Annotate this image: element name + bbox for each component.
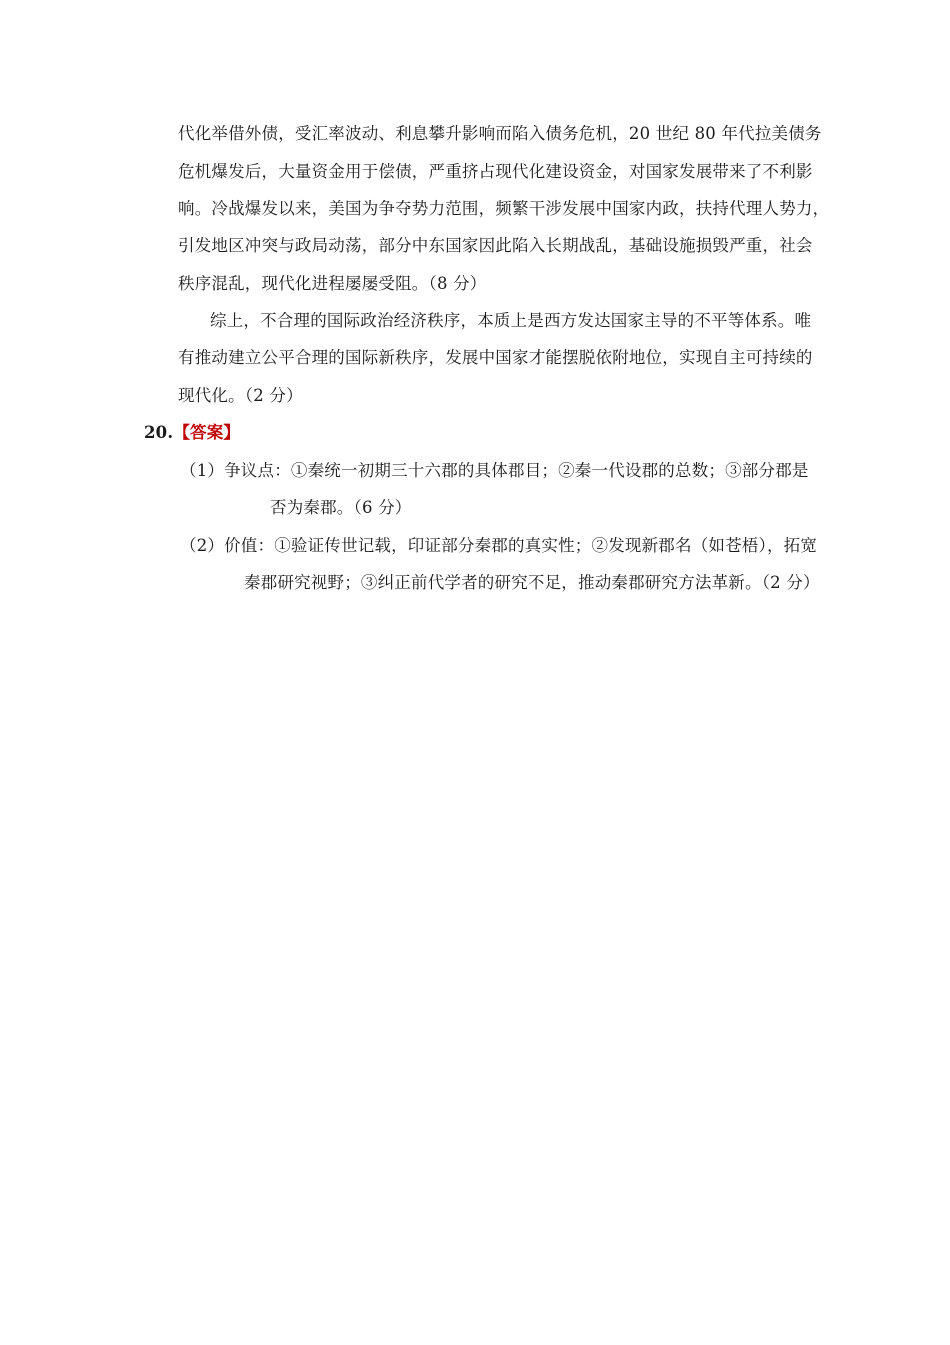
answer-part1-line2: 否为秦郡。（6 分） (270, 498, 412, 517)
answer-part2-line2: 秦郡研究视野；③纠正前代学者的研究不足，推动秦郡研究方法革新。（2 分） (244, 573, 820, 592)
answer-part1-line1: （1）争议点：①秦统一初期三十六郡的具体郡目；②秦一代设郡的总数；③部分郡是 (180, 461, 809, 480)
continuation-line-4: 引发地区冲突与政局动荡，部分中东国家因此陷入长期战乱，基础设施损毁严重，社会 (178, 236, 813, 255)
answer-part2-line1: （2）价值：①验证传世记载，印证部分秦郡的真实性；②发现新郡名（如苍梧），拓宽 (180, 536, 818, 555)
question-number: 20. (144, 423, 174, 442)
summary-line-3: 现代化。（2 分） (178, 386, 303, 405)
continuation-line-1: 代化举借外债，受汇率波动、利息攀升影响而陷入债务危机，20 世纪 80 年代拉美债务 (178, 124, 822, 143)
summary-line-2: 有推动建立公平合理的国际新秩序，发展中国家才能摆脱依附地位，实现自主可持续的 (178, 348, 813, 367)
continuation-line-2: 危机爆发后，大量资金用于偿债，严重挤占现代化建设资金，对国家发展带来了不利影 (178, 162, 813, 181)
summary-line-1: 综上，不合理的国际政治经济秩序，本质上是西方发达国家主导的不平等体系。唯 (210, 311, 812, 330)
continuation-line-3: 响。冷战爆发以来，美国为争夺势力范围，频繁干涉发展中国家内政，扶持代理人势力， (178, 199, 830, 218)
answer-tag: 【答案】 (173, 423, 241, 442)
continuation-line-5: 秩序混乱，现代化进程屡屡受阻。（8 分） (178, 274, 487, 293)
question-20-header (144, 421, 240, 445)
